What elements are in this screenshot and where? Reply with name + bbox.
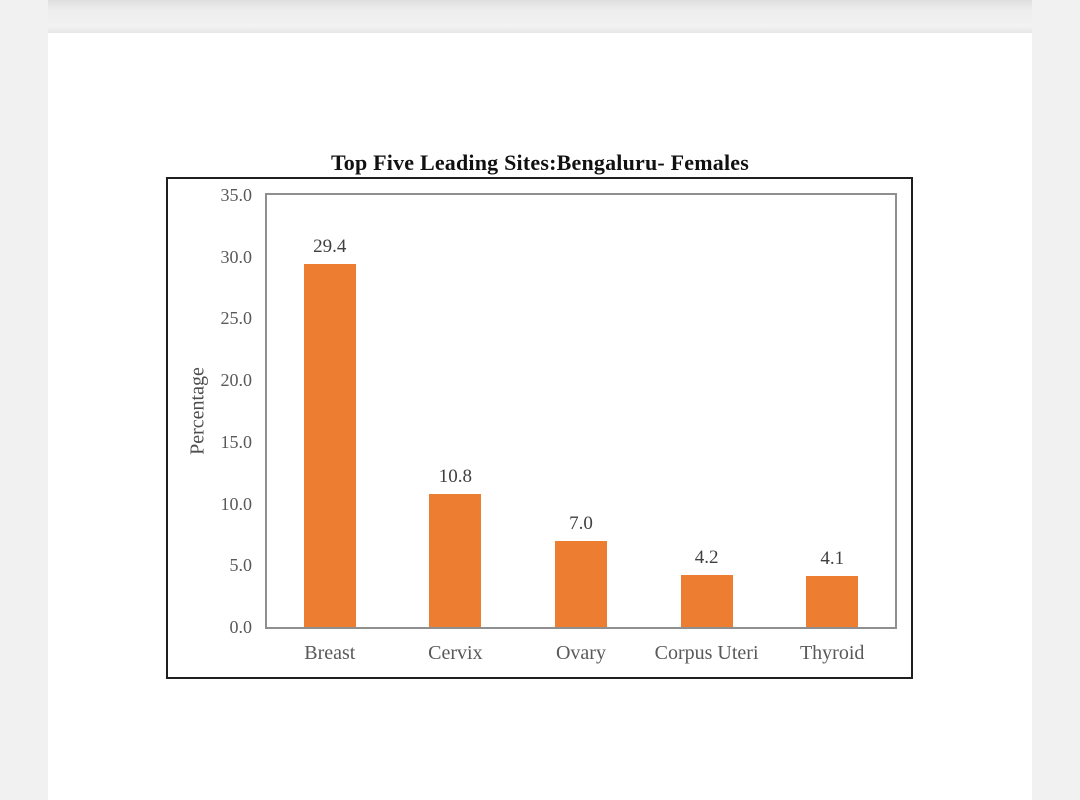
- bar-value-label: 7.0: [569, 512, 593, 534]
- x-axis-category-label: Thyroid: [799, 642, 865, 664]
- bar-value-label: 10.8: [438, 465, 473, 487]
- bar-breast: [304, 264, 356, 627]
- y-axis-tick-label: 30.0: [220, 246, 252, 267]
- x-axis-category-label: Ovary: [555, 642, 606, 664]
- y-axis-title: Percentage: [186, 367, 209, 455]
- x-axis-category-label: Corpus Uteri: [654, 642, 759, 664]
- y-axis-tick-label: 20.0: [220, 370, 252, 391]
- y-axis-tick-label: 25.0: [220, 308, 252, 329]
- y-axis-tick-label: 10.0: [220, 493, 252, 514]
- bar-ovary: [555, 541, 607, 627]
- y-axis-tick-label: 0.0: [229, 617, 252, 637]
- x-axis-category-label: Breast: [304, 642, 356, 664]
- bar-thyroid: [806, 576, 858, 627]
- y-axis-tick-label: 5.0: [229, 555, 252, 576]
- bar-corpus-uteri: [681, 575, 733, 627]
- bar-cervix: [429, 494, 481, 627]
- bar-value-label: 29.4: [313, 236, 347, 258]
- y-axis-tick-label: 35.0: [220, 185, 252, 205]
- page-top-shadow: [48, 0, 1032, 33]
- y-axis-tick-label: 15.0: [220, 431, 252, 452]
- bar-value-label: 4.2: [694, 547, 719, 569]
- bar-value-label: 4.1: [820, 548, 845, 570]
- x-axis-category-label: Cervix: [428, 642, 483, 664]
- chart-title: Top Five Leading Sites:Bengaluru- Females: [330, 150, 750, 175]
